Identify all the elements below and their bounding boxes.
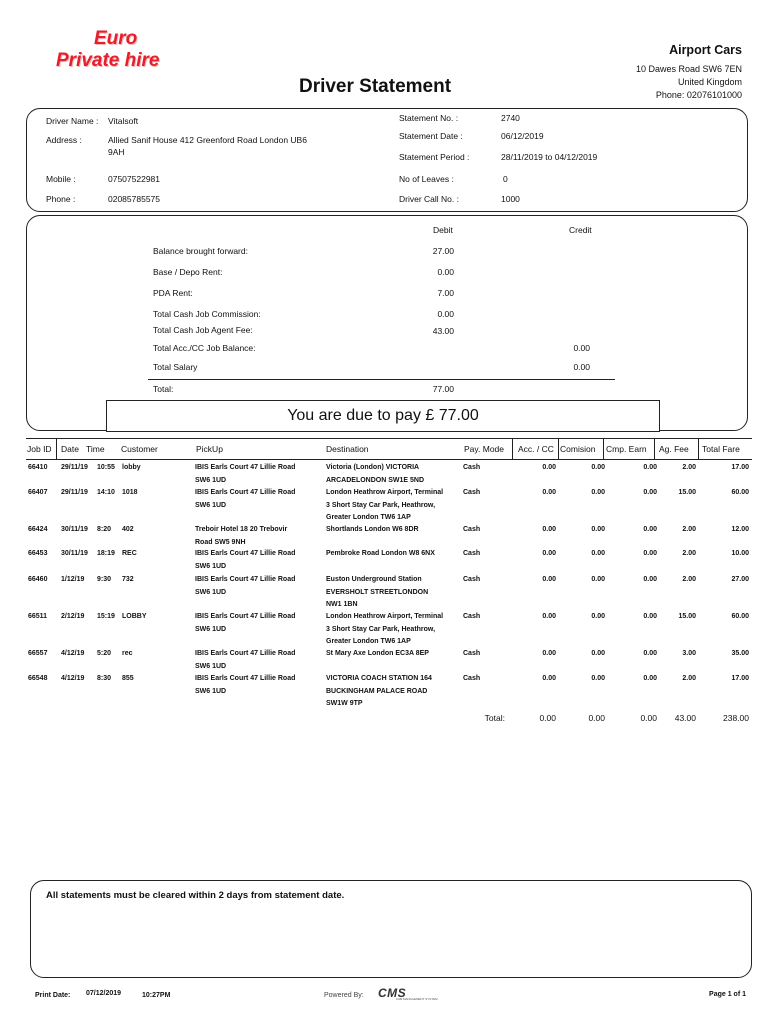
cell-acc-cc: 0.00 <box>542 489 556 496</box>
cell-acc-cc: 0.00 <box>542 576 556 583</box>
powered-by-label: Powered By: <box>324 992 364 999</box>
cell-time: 5:20 <box>97 650 112 657</box>
cell-commission: 0.00 <box>591 650 605 657</box>
cell-date: 4/12/19 <box>61 675 85 682</box>
balance-label: Total Cash Job Agent Fee: <box>153 325 253 335</box>
jobs-total-cmp-earn: 0.00 <box>640 713 657 723</box>
cell-line: SW6 1UD <box>195 562 227 570</box>
cms-logo-text: CMS <box>378 986 407 1000</box>
cms-logo-sub: CAB MANAGEMENT SYSTEM <box>396 997 438 1001</box>
cell-acc-cc: 0.00 <box>542 526 556 533</box>
cell-line: NW1 1BN <box>326 601 358 608</box>
company-phone: Phone: 02076101000 <box>655 90 742 100</box>
cell-date: 4/12/19 <box>61 650 85 657</box>
cell-ag-fee: 3.00 <box>682 650 696 657</box>
cell-line: London Heathrow Airport, Terminal <box>326 489 444 496</box>
driver-call-no: 1000 <box>501 194 520 204</box>
cell-pay-mode: Cash <box>463 675 481 682</box>
balance-total-label: Total: <box>153 384 174 394</box>
print-date: 07/12/2019 <box>86 990 122 997</box>
cell-line: Greater London TW6 1AP <box>326 514 411 521</box>
cell-cmp-earn: 0.00 <box>643 613 657 620</box>
cell-destination <box>326 611 461 649</box>
jobs-total-fare: 238.00 <box>723 713 749 723</box>
cell-acc-cc: 0.00 <box>542 675 556 682</box>
col-destination: Destination <box>326 444 369 454</box>
cell-acc-cc: 0.00 <box>542 650 556 657</box>
balance-debit: 7.00 <box>437 288 454 298</box>
amount-due: You are due to pay £ 77.00 <box>106 400 660 432</box>
col-commission: Comision <box>560 444 596 454</box>
driver-address-line-2: 9AH <box>108 147 125 157</box>
cell-pickup <box>195 524 325 549</box>
col-ag-fee: Ag. Fee <box>659 444 689 454</box>
cell-commission: 0.00 <box>591 489 605 496</box>
cell-ag-fee: 2.00 <box>682 675 696 682</box>
jobs-total-commission: 0.00 <box>588 713 605 723</box>
cell-line: 3 Short Stay Car Park, Heathrow, <box>326 501 436 509</box>
cell-date: 2/12/19 <box>61 613 85 620</box>
cell-line: BUCKINGHAM PALACE ROAD <box>326 687 428 695</box>
cell-line: SW6 1UD <box>195 625 227 633</box>
cell-destination <box>326 548 461 561</box>
cell-pay-mode: Cash <box>463 489 481 496</box>
balance-debit: 27.00 <box>432 246 454 256</box>
balance-debit: 0.00 <box>437 267 454 277</box>
cell-time: 9:30 <box>97 576 112 583</box>
balance-debit: 43.00 <box>432 326 454 336</box>
cell-line: IBIS Earls Court 47 Lillie Road <box>195 576 296 583</box>
cell-commission: 0.00 <box>591 550 605 557</box>
cell-job-id: 66557 <box>28 650 48 657</box>
cell-job-id: 66511 <box>28 613 48 620</box>
cell-line: EVERSHOLT STREETLONDON <box>326 588 429 596</box>
cell-job-id: 66407 <box>28 489 48 496</box>
company-info <box>636 42 742 102</box>
page-number: Page 1 of 1 <box>709 991 746 998</box>
cell-job-id: 66424 <box>28 526 48 533</box>
cell-pickup <box>195 574 325 599</box>
cell-total-fare: 35.00 <box>731 650 749 657</box>
cell-cmp-earn: 0.00 <box>643 576 657 583</box>
cms-logo <box>378 986 440 1002</box>
cell-destination <box>326 673 461 711</box>
cell-line: IBIS Earls Court 47 Lillie Road <box>195 464 296 471</box>
statement-note: All statements must be cleared within 2 days from statement date. <box>46 890 345 901</box>
cell-line: IBIS Earls Court 47 Lillie Road <box>195 489 296 496</box>
cell-line: St Mary Axe London EC3A 8EP <box>326 650 429 657</box>
cell-pickup <box>195 462 325 487</box>
cell-cmp-earn: 0.00 <box>643 650 657 657</box>
cell-line: Treboir Hotel 18 20 Trebovir <box>195 526 288 533</box>
cell-pickup <box>195 611 325 636</box>
driver-name-label: Driver Name : <box>46 116 99 126</box>
balance-debit: 0.00 <box>437 309 454 319</box>
cell-line: Euston Underground Station <box>326 576 422 583</box>
col-date: Date <box>61 444 79 454</box>
cell-ag-fee: 2.00 <box>682 464 696 471</box>
leaves-value: 0 <box>503 174 508 184</box>
print-date-label: Print Date: <box>35 992 71 999</box>
cell-customer: 855 <box>122 675 134 682</box>
col-divider <box>56 439 57 459</box>
cell-pay-mode: Cash <box>463 526 481 533</box>
cell-time: 8:30 <box>97 675 112 682</box>
col-divider <box>603 439 604 459</box>
balance-label: Total Acc./CC Job Balance: <box>153 343 256 353</box>
cell-commission: 0.00 <box>591 675 605 682</box>
debit-header: Debit <box>433 225 453 235</box>
cell-pay-mode: Cash <box>463 550 481 557</box>
cell-customer: 402 <box>122 526 134 533</box>
cell-destination <box>326 487 461 525</box>
cell-total-fare: 10.00 <box>731 550 749 557</box>
col-divider <box>558 439 559 459</box>
cell-date: 29/11/19 <box>61 489 88 496</box>
col-acc-cc: Acc. / CC <box>518 444 554 454</box>
jobs-total-label: Total: <box>484 713 505 723</box>
cell-destination <box>326 524 461 537</box>
cell-pickup <box>195 648 325 673</box>
col-divider <box>698 439 699 459</box>
driver-mobile-label: Mobile : <box>46 174 76 184</box>
cell-acc-cc: 0.00 <box>542 550 556 557</box>
cell-line: IBIS Earls Court 47 Lillie Road <box>195 650 296 657</box>
cell-commission: 0.00 <box>591 526 605 533</box>
jobs-total-ag-fee: 43.00 <box>674 713 696 723</box>
statement-period-label: Statement Period : <box>399 152 470 162</box>
company-name: Airport Cars <box>669 43 742 57</box>
cell-line: Victoria (London) VICTORIA <box>326 464 420 471</box>
cell-cmp-earn: 0.00 <box>643 550 657 557</box>
cell-line: Greater London TW6 1AP <box>326 638 411 645</box>
cell-ag-fee: 2.00 <box>682 550 696 557</box>
cell-total-fare: 12.00 <box>731 526 749 533</box>
company-address-2: United Kingdom <box>677 77 742 87</box>
driver-address-line-1: Allied Sanif House 412 Greenford Road London UB6 <box>108 135 307 145</box>
cell-line: SW6 1UD <box>195 588 227 596</box>
cell-total-fare: 27.00 <box>731 576 749 583</box>
cell-commission: 0.00 <box>591 464 605 471</box>
cell-cmp-earn: 0.00 <box>643 675 657 682</box>
cell-line: IBIS Earls Court 47 Lillie Road <box>195 550 296 557</box>
cell-line: IBIS Earls Court 47 Lillie Road <box>195 675 296 682</box>
cell-total-fare: 60.00 <box>731 613 749 620</box>
cell-commission: 0.00 <box>591 613 605 620</box>
cell-ag-fee: 2.00 <box>682 526 696 533</box>
col-total-fare: Total Fare <box>702 444 740 454</box>
driver-phone-label: Phone : <box>46 194 76 204</box>
cell-total-fare: 60.00 <box>731 489 749 496</box>
cell-pay-mode: Cash <box>463 650 481 657</box>
cell-pay-mode: Cash <box>463 576 481 583</box>
jobs-table-header <box>26 438 752 460</box>
cell-line: Shortlands London W6 8DR <box>326 526 419 533</box>
cell-line: SW1W 9TP <box>326 700 363 707</box>
driver-call-no-label: Driver Call No. : <box>399 194 459 204</box>
cell-cmp-earn: 0.00 <box>643 464 657 471</box>
cell-total-fare: 17.00 <box>731 464 749 471</box>
cell-line: VICTORIA COACH STATION 164 <box>326 675 432 682</box>
balance-credit: 0.00 <box>573 343 590 353</box>
balance-credit: 0.00 <box>573 362 590 372</box>
cell-line: SW6 1UD <box>195 501 227 509</box>
cell-customer: lobby <box>122 464 141 471</box>
cell-time: 14:10 <box>97 489 115 496</box>
cell-date: 30/11/19 <box>61 526 88 533</box>
col-cmp-earn: Cmp. Earn <box>606 444 647 454</box>
cell-pay-mode: Cash <box>463 464 481 471</box>
balance-label: Total Salary <box>153 362 198 372</box>
cell-destination <box>326 574 461 612</box>
cell-line: IBIS Earls Court 47 Lillie Road <box>195 613 296 620</box>
cell-line: SW6 1UD <box>195 662 227 670</box>
cell-time: 8:20 <box>97 526 112 533</box>
company-logo <box>32 28 218 84</box>
cell-destination <box>326 462 461 487</box>
cell-customer: 1018 <box>122 489 138 496</box>
cell-line: SW6 1UD <box>195 687 227 695</box>
cell-date: 30/11/19 <box>61 550 88 557</box>
leaves-label: No of Leaves : <box>399 174 454 184</box>
cell-acc-cc: 0.00 <box>542 613 556 620</box>
cell-acc-cc: 0.00 <box>542 464 556 471</box>
driver-phone: 02085785575 <box>108 194 161 204</box>
print-time: 10:27PM <box>142 992 171 999</box>
cell-date: 1/12/19 <box>61 576 85 583</box>
cell-customer: 732 <box>122 576 134 583</box>
cell-customer: LOBBY <box>122 613 147 620</box>
cell-destination <box>326 648 461 661</box>
cell-line: Road SW5 9NH <box>195 538 246 546</box>
cell-pay-mode: Cash <box>463 613 481 620</box>
balance-total-debit: 77.00 <box>432 384 454 394</box>
cell-date: 29/11/19 <box>61 464 88 471</box>
statement-no-label: Statement No. : <box>399 113 459 123</box>
credit-header: Credit <box>569 225 592 235</box>
col-divider <box>654 439 655 459</box>
cell-pickup <box>195 673 325 698</box>
cell-customer: REC <box>122 550 137 557</box>
cell-customer: rec <box>122 650 133 657</box>
total-rule <box>148 379 615 380</box>
cell-job-id: 66453 <box>28 550 48 557</box>
col-customer: Customer <box>121 444 158 454</box>
cell-line: 3 Short Stay Car Park, Heathrow, <box>326 625 436 633</box>
cell-time: 15:19 <box>97 613 115 620</box>
statement-no: 2740 <box>501 113 520 123</box>
cell-time: 10:55 <box>97 464 115 471</box>
driver-mobile: 07507522981 <box>108 174 161 184</box>
driver-name: Vitalsoft <box>108 116 139 126</box>
page-title: Driver Statement <box>298 76 452 97</box>
cell-cmp-earn: 0.00 <box>643 489 657 496</box>
jobs-total-acc-cc: 0.00 <box>539 713 556 723</box>
driver-address-label: Address : <box>46 135 82 145</box>
balance-label: Balance brought forward: <box>153 246 248 256</box>
cell-job-id: 66548 <box>28 675 48 682</box>
statement-date: 06/12/2019 <box>501 131 544 141</box>
balance-box <box>26 215 748 431</box>
company-address-1: 10 Dawes Road SW6 7EN <box>635 64 742 74</box>
logo-line-2: Private hire <box>56 50 160 71</box>
cell-job-id: 66410 <box>28 464 48 471</box>
logo-line-1: Euro <box>94 28 138 49</box>
statement-date-label: Statement Date : <box>399 131 463 141</box>
col-time: Time <box>86 444 105 454</box>
cell-ag-fee: 15.00 <box>678 489 696 496</box>
col-job-id: Job ID <box>27 444 52 454</box>
cell-commission: 0.00 <box>591 576 605 583</box>
col-pickup: PickUp <box>196 444 223 454</box>
cell-total-fare: 17.00 <box>731 675 749 682</box>
col-pay-mode: Pay. Mode <box>464 444 505 454</box>
cell-line: ARCADELONDON SW1E 5ND <box>326 476 425 484</box>
cell-pickup <box>195 487 325 512</box>
balance-label: Base / Depo Rent: <box>153 267 223 277</box>
cell-ag-fee: 15.00 <box>678 613 696 620</box>
cell-line: SW6 1UD <box>195 476 227 484</box>
cell-cmp-earn: 0.00 <box>643 526 657 533</box>
statement-period: 28/11/2019 to 04/12/2019 <box>501 152 598 162</box>
cell-line: London Heathrow Airport, Terminal <box>326 613 444 620</box>
cell-time: 18:19 <box>97 550 115 557</box>
cell-ag-fee: 2.00 <box>682 576 696 583</box>
balance-label: PDA Rent: <box>153 288 193 298</box>
cell-pickup <box>195 548 325 573</box>
balance-label: Total Cash Job Commission: <box>153 309 261 319</box>
col-divider <box>512 439 513 459</box>
cell-job-id: 66460 <box>28 576 48 583</box>
cell-line: Pembroke Road London W8 6NX <box>326 550 435 557</box>
